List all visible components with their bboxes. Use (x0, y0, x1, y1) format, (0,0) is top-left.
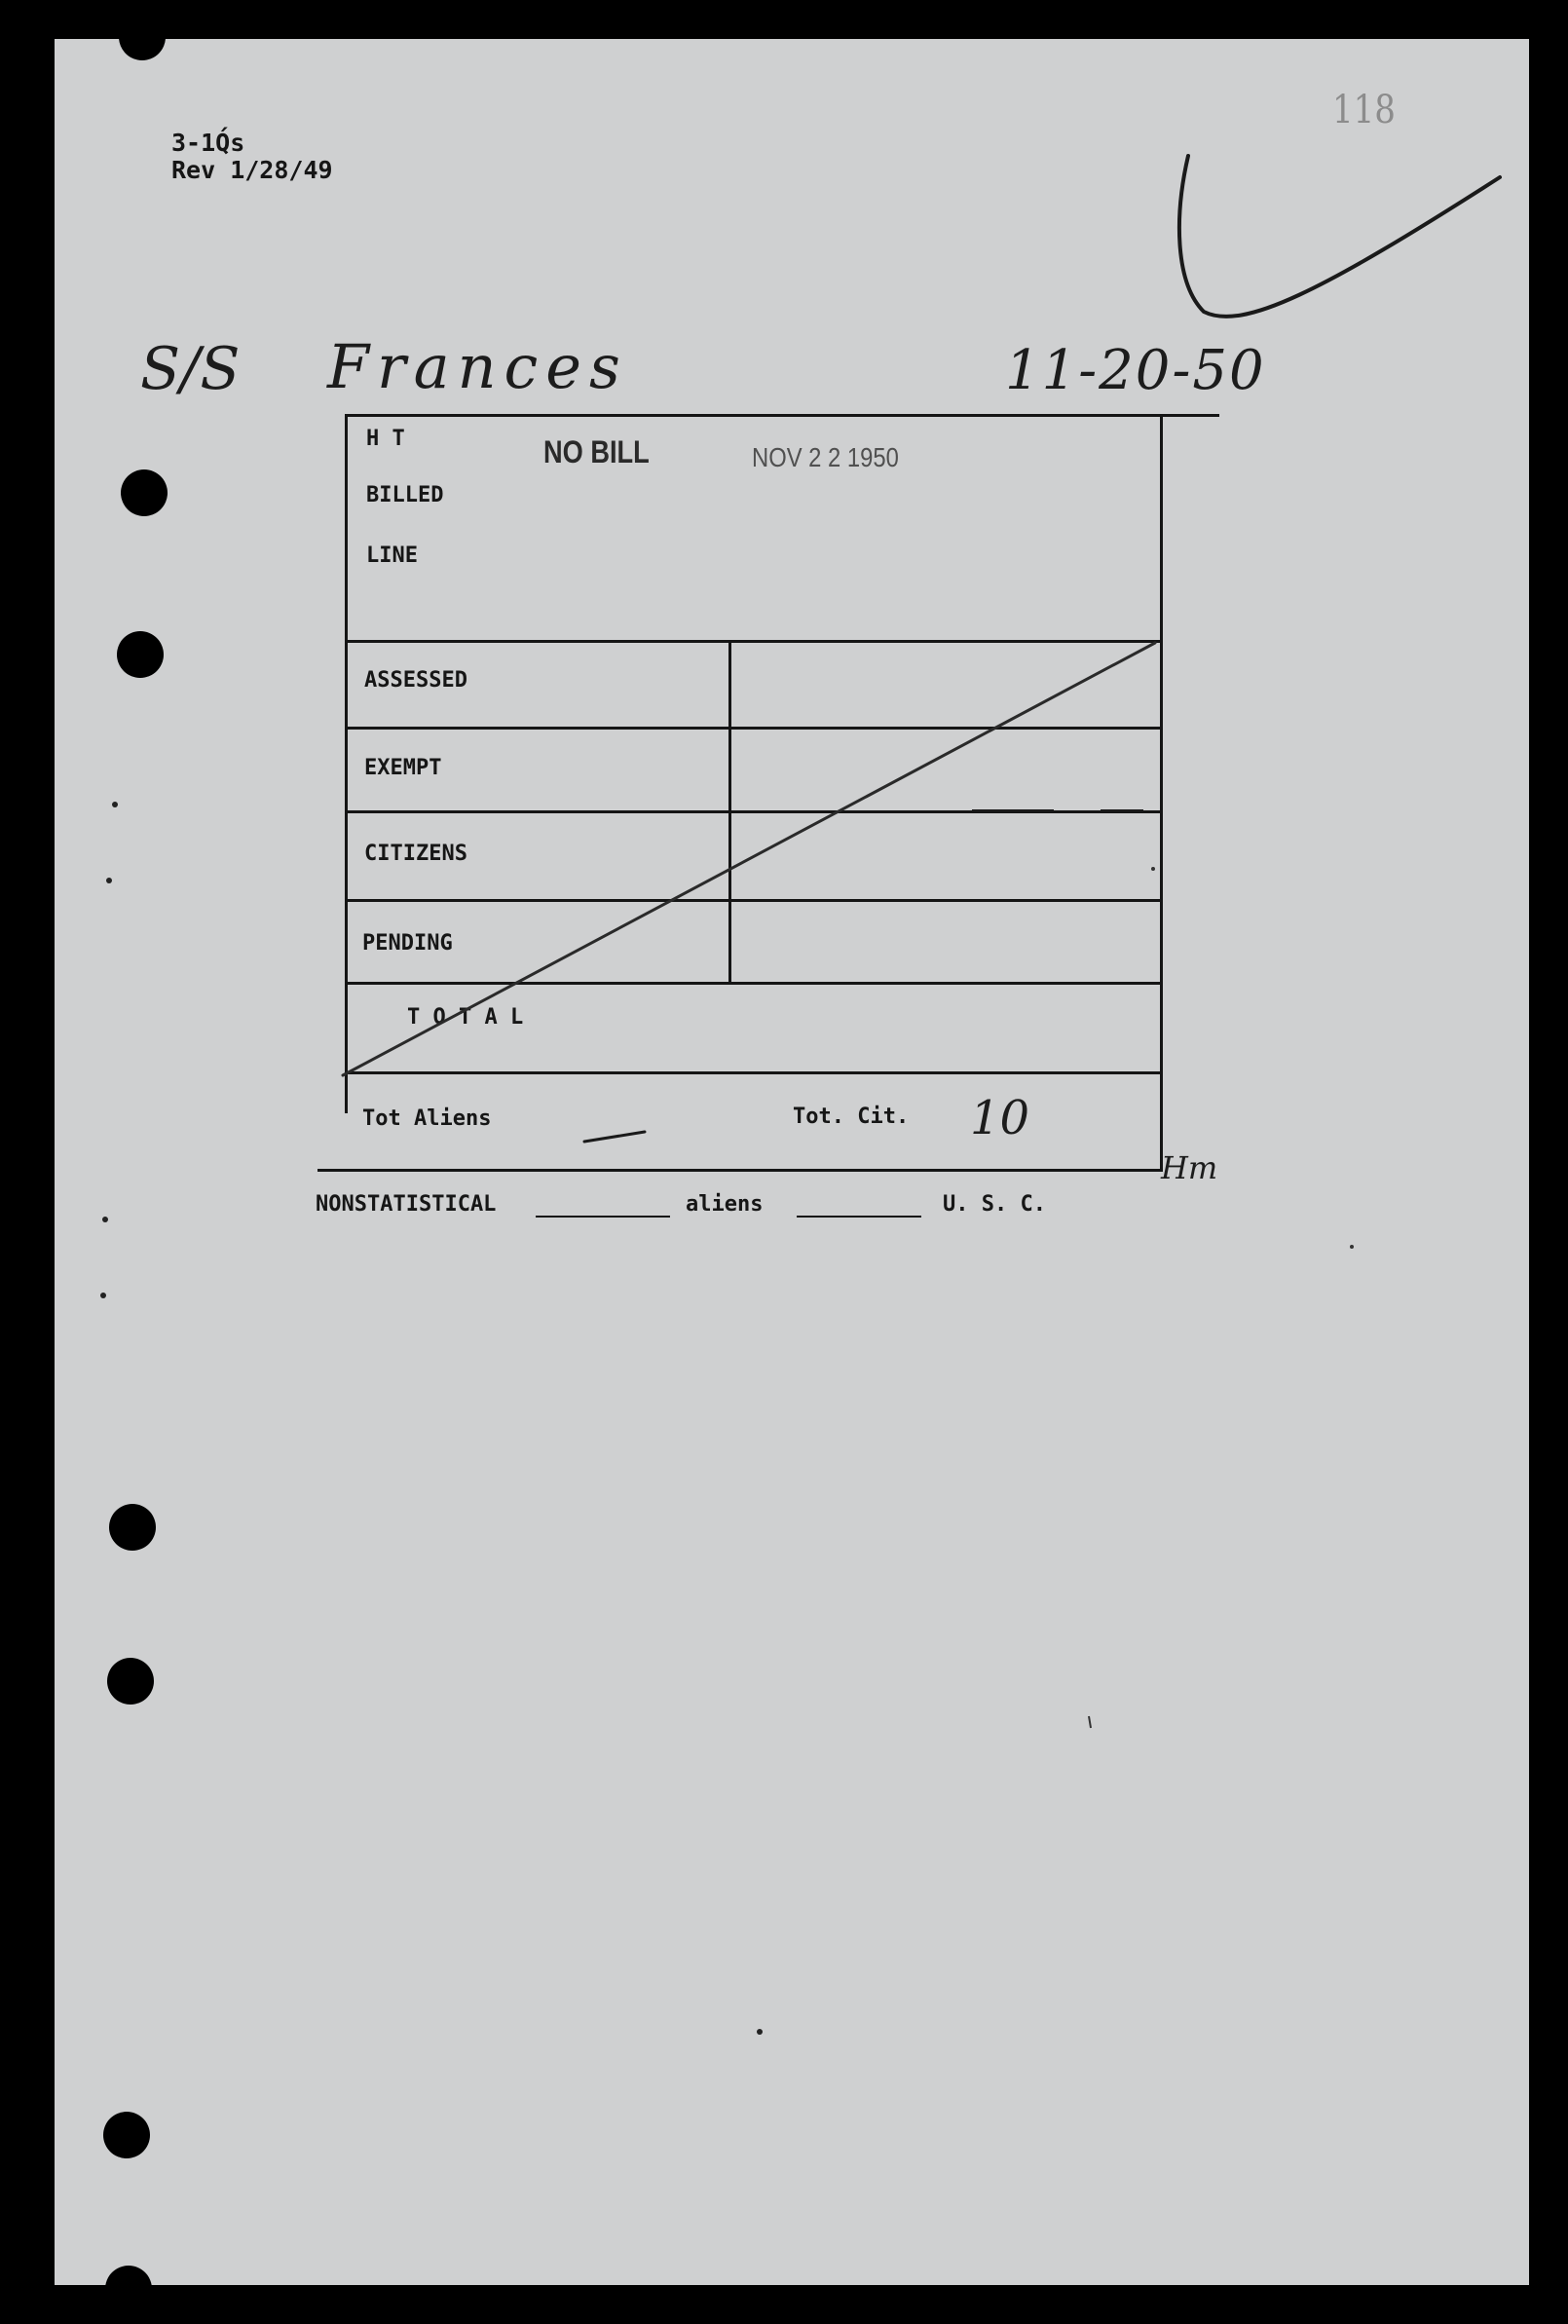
row-divider-3 (345, 899, 1163, 902)
billed-label: BILLED (366, 483, 444, 507)
speck-2 (106, 878, 112, 883)
ht-label: H T (366, 427, 405, 451)
punch-hole-3 (109, 1504, 156, 1551)
column-divider (728, 640, 731, 985)
usc-label: U. S. C. (943, 1192, 1046, 1217)
ship-name: Frances (327, 331, 628, 402)
speck-1 (112, 802, 118, 807)
table-bottom-border (317, 1169, 1163, 1172)
ship-prefix: S/S (140, 335, 241, 403)
punch-hole-5 (103, 2112, 150, 2158)
table-left-border (345, 414, 348, 1113)
row-label-assessed: ASSESSED (364, 668, 467, 693)
tot-aliens-label: Tot Aliens (362, 1106, 492, 1131)
punch-hole-2 (117, 631, 164, 678)
table-right-border (1160, 414, 1163, 1170)
speck-8 (1089, 1716, 1091, 1728)
total-divider (345, 1071, 1163, 1074)
nonstatistical-blank (536, 1216, 670, 1218)
pen-marks-overlay (55, 39, 1529, 2285)
aliens-label: aliens (686, 1192, 764, 1217)
speck-5 (1350, 1245, 1354, 1249)
speck-4 (100, 1293, 106, 1298)
speck-6 (1151, 867, 1155, 871)
row-divider-2 (345, 810, 1163, 813)
tot-cit-label: Tot. Cit. (793, 1105, 910, 1129)
received-date-stamp: NOV 2 2 1950 (752, 442, 899, 472)
no-bill-stamp: NO BILL (543, 434, 650, 469)
tot-cit-value: 10 (970, 1091, 1030, 1145)
speck-7 (757, 2029, 763, 2035)
document-page (55, 39, 1529, 2285)
punch-hole-4 (107, 1658, 154, 1705)
check-mark (1179, 156, 1500, 317)
row-divider-4 (345, 982, 1163, 985)
tot-aliens-dash (584, 1132, 645, 1142)
row-divider-1 (345, 727, 1163, 730)
line-label: LINE (366, 544, 418, 568)
punch-hole-1 (121, 469, 168, 516)
voyage-date: 11-20-50 (1005, 339, 1266, 402)
reviewer-initials: Hm (1161, 1149, 1218, 1186)
form-number: 3-1Q́s (171, 129, 245, 157)
header-divider (345, 640, 1163, 643)
row-label-exempt: EXEMPT (364, 756, 442, 780)
total-label: T O T A L (407, 1005, 524, 1030)
speck-3 (102, 1217, 108, 1222)
aliens-blank (797, 1216, 921, 1218)
form-revision: Rev 1/28/49 (171, 156, 333, 184)
row-label-pending: PENDING (362, 931, 453, 956)
punch-hole-top-edge (119, 39, 166, 60)
table-top-border (345, 414, 1219, 417)
page-number: 118 (1332, 88, 1396, 132)
row-label-citizens: CITIZENS (364, 842, 467, 866)
nonstatistical-label: NONSTATISTICAL (316, 1192, 497, 1217)
punch-hole-bottom-edge (105, 2266, 152, 2285)
